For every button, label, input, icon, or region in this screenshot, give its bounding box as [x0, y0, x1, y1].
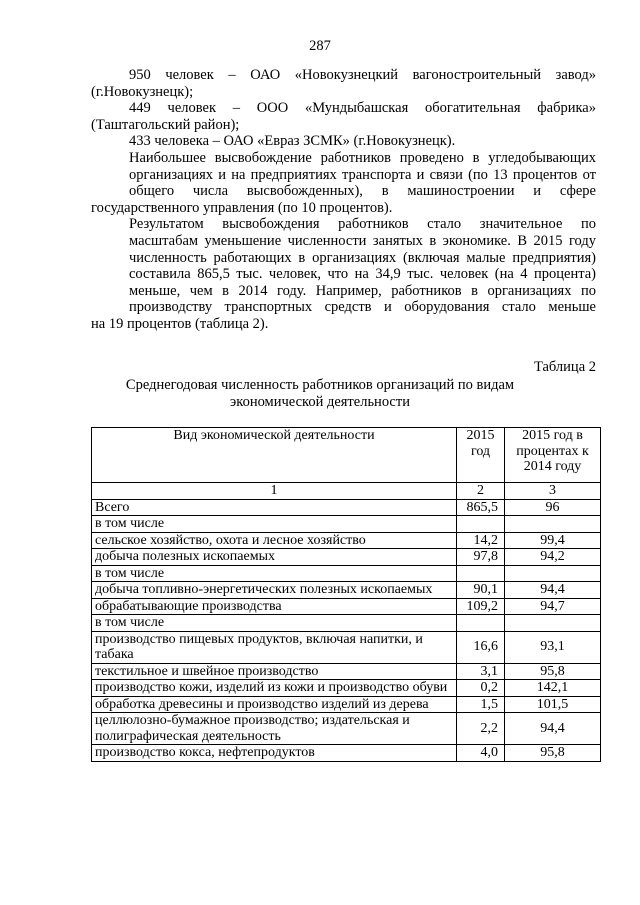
percent-cell: [505, 565, 601, 582]
header-activity: Вид экономической деятельности: [92, 428, 457, 483]
activity-cell: в том числе: [92, 516, 457, 533]
value-2015-cell: 4,0: [457, 745, 505, 762]
percent-cell: 142,1: [505, 680, 601, 697]
text-line: составила 865,5 тыс. человек, что на 34,9 тыс. человек (на 4 процента): [129, 266, 596, 283]
paragraph: [91, 67, 596, 100]
table-title: [0, 377, 640, 411]
activity-cell: сельское хозяйство, охота и лесное хозяйство: [92, 532, 457, 549]
value-2015-cell: 0,2: [457, 680, 505, 697]
text-line: общего числа высвобожденных), в машиностроении и сфере: [129, 183, 596, 200]
table-row: [92, 615, 601, 632]
table-row: [92, 582, 601, 599]
header-percent: 2015 год в процентах к 2014 году: [505, 428, 601, 483]
data-table: [91, 427, 601, 762]
paragraph: [91, 100, 596, 133]
table-row: [92, 631, 601, 663]
paragraph: [91, 133, 596, 150]
activity-cell: производство кожи, изделий из кожи и производство обуви: [92, 680, 457, 697]
column-number: 3: [505, 483, 601, 500]
percent-cell: 93,1: [505, 631, 601, 663]
text-line: численность работающих в организациях (включая малые предприятия): [129, 249, 596, 266]
percent-cell: 95,8: [505, 663, 601, 680]
activity-cell: обрабатывающие производства: [92, 598, 457, 615]
value-2015-cell: 109,2: [457, 598, 505, 615]
text-line: меньше, чем в 2014 году. Например, работников в организациях по: [129, 282, 596, 299]
table-row: [92, 565, 601, 582]
table-row: [92, 516, 601, 533]
activity-cell: обработка древесины и производство изделий из дерева: [92, 696, 457, 713]
value-2015-cell: 2,2: [457, 713, 505, 745]
activity-cell: в том числе: [92, 565, 457, 582]
table-row: [92, 663, 601, 680]
percent-cell: [505, 516, 601, 533]
activity-cell: текстильное и швейное производство: [92, 663, 457, 680]
table-caption: Таблица 2: [533, 359, 596, 375]
value-2015-cell: 1,5: [457, 696, 505, 713]
text-line: на 19 процентов (таблица 2).: [91, 315, 269, 332]
value-2015-cell: 3,1: [457, 663, 505, 680]
text-line: 433 человека – ОАО «Евраз ЗСМК» (г.Новокузнецк).: [129, 133, 456, 150]
text-line: Наибольшее высвобождение работников проведено в угледобывающих: [129, 149, 596, 166]
activity-cell: в том числе: [92, 615, 457, 632]
value-2015-cell: 90,1: [457, 582, 505, 599]
value-2015-cell: 97,8: [457, 549, 505, 566]
header-2015: 2015 год: [457, 428, 505, 483]
table-row: [92, 745, 601, 762]
table-row: [92, 680, 601, 697]
percent-cell: 94,7: [505, 598, 601, 615]
value-2015-cell: 14,2: [457, 532, 505, 549]
column-number: 2: [457, 483, 505, 500]
percent-cell: 94,4: [505, 713, 601, 745]
percent-cell: 94,4: [505, 582, 601, 599]
text-line: организациях и на предприятиях транспорта и связи (по 13 процентов от: [129, 166, 596, 183]
table-title-line: экономической деятельности: [230, 394, 410, 410]
table-row: [92, 532, 601, 549]
column-number-row: [92, 483, 601, 500]
value-2015-cell: [457, 565, 505, 582]
table-header-row: [92, 428, 601, 483]
table-row: [92, 696, 601, 713]
activity-cell: добыча полезных ископаемых: [92, 549, 457, 566]
activity-cell: целлюлозно-бумажное производство; издательская и полиграфическая деятельность: [92, 713, 457, 745]
value-2015-cell: [457, 516, 505, 533]
text-line: производству транспортных средств и оборудования стало меньше: [129, 299, 596, 316]
text-line: масштабам уменьшение численности занятых в экономике. В 2015 году: [129, 232, 596, 249]
text-line: 950 человек – ОАО «Новокузнецкий вагоностроительный завод»: [129, 67, 596, 83]
percent-cell: 95,8: [505, 745, 601, 762]
percent-cell: 101,5: [505, 696, 601, 713]
value-2015-cell: 16,6: [457, 631, 505, 663]
percent-cell: 94,2: [505, 549, 601, 566]
table-row: [92, 598, 601, 615]
text-line: (г.Новокузнецк);: [91, 83, 194, 100]
activity-cell: Всего: [92, 499, 457, 516]
table-row: [92, 499, 601, 516]
paragraph: [91, 216, 596, 332]
text-line: Результатом высвобождения работников стало значительное по: [129, 216, 596, 233]
text-line: государственного управления (по 10 процентов).: [91, 199, 393, 216]
text-line: (Таштагольский район);: [91, 116, 240, 133]
body-text: [91, 67, 596, 333]
activity-cell: производство пищевых продуктов, включая напитки, и табака: [92, 631, 457, 663]
percent-cell: 96: [505, 499, 601, 516]
value-2015-cell: [457, 615, 505, 632]
value-2015-cell: 865,5: [457, 499, 505, 516]
table-row: [92, 713, 601, 745]
page-number: 287: [309, 38, 331, 54]
table-title-line: Среднегодовая численность работников организаций по видам: [125, 377, 515, 393]
activity-cell: добыча топливно-энергетических полезных ископаемых: [92, 582, 457, 599]
activity-cell: производство кокса, нефтепродуктов: [92, 745, 457, 762]
text-line: 449 человек – ООО «Мундыбашская обогатительная фабрика»: [129, 100, 596, 117]
table-row: [92, 549, 601, 566]
percent-cell: [505, 615, 601, 632]
percent-cell: 99,4: [505, 532, 601, 549]
column-number: 1: [92, 483, 457, 500]
paragraph: [91, 150, 596, 216]
